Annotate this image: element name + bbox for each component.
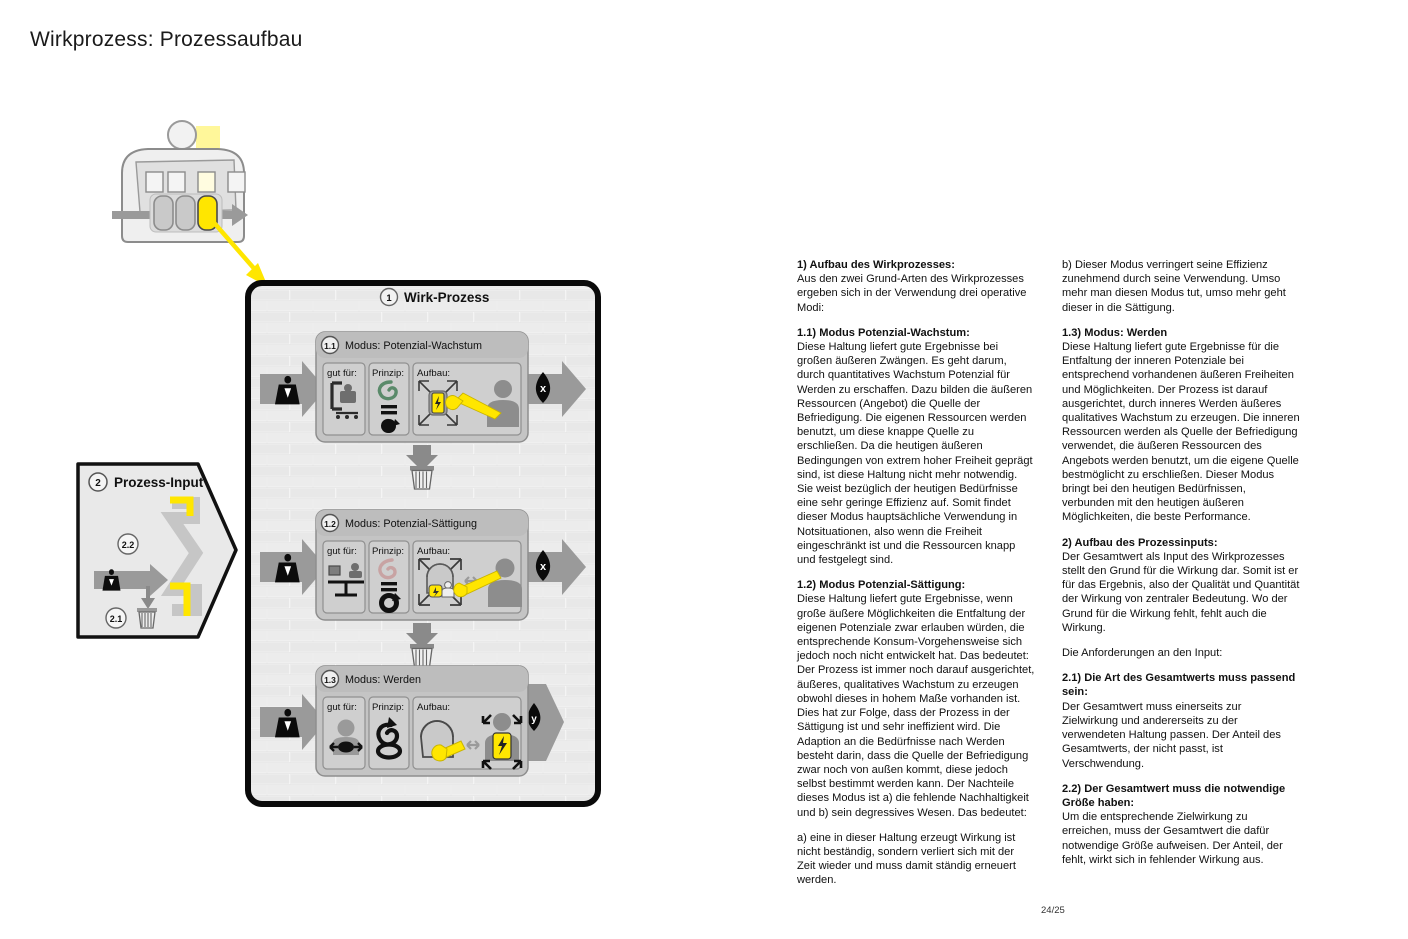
paragraph-body: Die Anforderungen an den Input: (1062, 647, 1223, 660)
paragraph-body: a) eine in dieser Haltung erzeugt Wirkung ist nicht beständig, sondern verliert sich mit der Zeit wieder und muss damit ständig erneuert werden. (797, 831, 1016, 887)
text-column-right (1062, 258, 1300, 878)
paragraph-body: Diese Haltung liefert gute Ergebnisse, wenn große äußere Möglichkeiten die Entfaltung der eigenen Potenziale zwar erlauben würden, die entsprechende Konsum-Vorgehensweise sich jedoch noch nicht entwickelt hat. Das bedeutet: Der Prozess ist immer noch darauf ausgerichtet, äußeres, qualitatives Wachstum zu erzeugen obwohl dieses in hohem Maße vorhanden ist. Dies hat zur Folge, dass der Prozess in der Sättigung ist und sehr ineffizient wird. Die Adaption an die Bedürfnisse nach Werden besteht darin, dass die Quelle der Befriedigung zwar noch von außen kommt, diese jedoch selbst bestimmt werden kann. Der Nachteile dieses Modus ist a) die fehlende Nachhaltigkeit und b) sein degressives Wesen. Das bedeutet: (797, 593, 1035, 819)
svg-text:gut für:: gut für: (327, 368, 357, 379)
text-column-left (797, 258, 1035, 888)
paragraph-heading: 1.1) Modus Potenzial-Wachstum: (797, 326, 970, 339)
waste-bin-icon (410, 466, 434, 489)
paragraph-body: Aus den zwei Grund-Arten des Wirkprozesses ergeben sich in der Verwendung drei operative Modi: (797, 273, 1027, 314)
paragraph-heading: 1.2) Modus Potenzial-Sättigung: (797, 579, 966, 592)
svg-text:Aufbau:: Aufbau: (417, 546, 451, 557)
process-input-block[interactable] (72, 458, 242, 643)
svg-text:1.2: 1.2 (324, 519, 336, 529)
paragraph-body: Der Gesamtwert muss einerseits zur Zielwirkung und andererseits zu der verwendeten Haltung passen. Der Anteil des Gesamtwerts, der nicht passt, ist Verschwendung. (1062, 700, 1281, 770)
page-number: 24/25 (1041, 905, 1065, 916)
wirk-prozess-box[interactable] (244, 279, 602, 808)
paragraph-body: b) Dieser Modus verringert seine Effizienz zunehmend durch seine Verwendung. Umso mehr man diesen Modus tut, umso mehr geht dieser in die Sättigung. (1062, 259, 1286, 314)
svg-text:2.2: 2.2 (121, 540, 135, 550)
svg-text:Aufbau:: Aufbau: (417, 368, 451, 379)
svg-text:Prinzip:: Prinzip: (372, 546, 404, 557)
paragraph-heading: 2.1) Die Art des Gesamtwerts muss passend sein: (1062, 672, 1296, 699)
svg-text:1: 1 (386, 293, 392, 304)
paragraph-body: Der Gesamtwert als Input des Wirkprozesses stellt den Grund für die Wirkung dar. Somit ist er für das Ergebnis, also der Qualität und Quantität der Wirkung von zentraler Bedeutung. Wo der Grund für die Wirkung fehlt, fehlt auch die Wirkung. (1062, 550, 1300, 634)
svg-text:x: x (539, 561, 547, 573)
svg-text:gut für:: gut für: (327, 546, 357, 557)
svg-text:1.1: 1.1 (324, 341, 336, 351)
svg-text:2.1: 2.1 (109, 614, 123, 624)
svg-text:Wirk-Prozess: Wirk-Prozess (404, 290, 490, 305)
svg-text:Modus: Werden: Modus: Werden (345, 674, 422, 686)
svg-text:Prinzip:: Prinzip: (372, 702, 404, 713)
paragraph-heading: 1.3) Modus: Werden (1062, 326, 1168, 339)
paragraph-body: Um die entsprechende Zielwirkung zu erreichen, muss der Gesamtwert die dafür notwendige Größe aufweisen. Der Anteil, der fehlt, wirkt sich in fehlender Wirkung aus. (1062, 811, 1283, 866)
svg-text:x: x (539, 383, 547, 395)
svg-text:y: y (531, 714, 537, 725)
paragraph-body: Diese Haltung liefert gute Ergebnisse bei großen äußeren Zwängen. Es geht darum, durch quantitatives Wachstum Potenzial für Werden zu erschaffen. Dazu bilden die äußeren Ressourcen (Angebot) die Quelle der Befriedigung. Die eigenen Ressourcen werden benutzt, um diese knappe Quelle zu erschließen. Da die heutigen äußeren Bedingungen von extrem hoher Freiheit geprägt sind, ist diese Haltung nicht mehr notwendig. Sie weist bezüglich der heutigen Bedürfnisse eine sehr geringe Effizienz auf. Somit findet dieser Modus hauptsächliche Verwendung in Notsituationen, also wenn die Freiheit eingeschränkt ist und die Ressourcen knapp und festgelegt sind. (797, 341, 1033, 567)
svg-text:Prinzip:: Prinzip: (372, 368, 404, 379)
svg-text:1.3: 1.3 (324, 675, 336, 685)
svg-text:2: 2 (95, 478, 101, 489)
svg-text:Modus: Potenzial-Wachstum: Modus: Potenzial-Wachstum (345, 340, 483, 352)
paragraph-heading: 1) Aufbau des Wirkprozesses: (797, 259, 955, 271)
svg-text:gut für:: gut für: (327, 702, 357, 713)
svg-text:Aufbau:: Aufbau: (417, 702, 451, 713)
paragraph-heading: 2) Aufbau des Prozessinputs: (1062, 536, 1218, 549)
paragraph-body: Diese Haltung liefert gute Ergebnisse für die Entfaltung der inneren Potenziale bei entsprechend vorhandenen äußeren Freiheiten und Möglichkeiten. Der Prozess ist darauf ausgerichtet, durch inneres Werden äußeres qualitatives Wachstum zu erzeugen. Die inneren Ressourcen werden als Quelle der Befriedigung verwendet, die äußeren Ressourcen des Angebots werden benutzt, um die eigene Quelle bestmöglicht zu erschließen. Dieser Modus bringt bei den heutigen Bedürfnissen, verbunden mit den heutigen äußeren Möglichkeiten, die beste Performance. (1062, 341, 1300, 524)
svg-text:Modus: Potenzial-Sättigung: Modus: Potenzial-Sättigung (345, 518, 478, 530)
paragraph-heading: 2.2) Der Gesamtwert muss die notwendige Größe haben: (1062, 782, 1286, 809)
svg-text:Prozess-Input: Prozess-Input (114, 475, 204, 490)
waste-bin-icon (410, 644, 434, 667)
page-title: Wirkprozess: Prozessaufbau (30, 28, 303, 51)
